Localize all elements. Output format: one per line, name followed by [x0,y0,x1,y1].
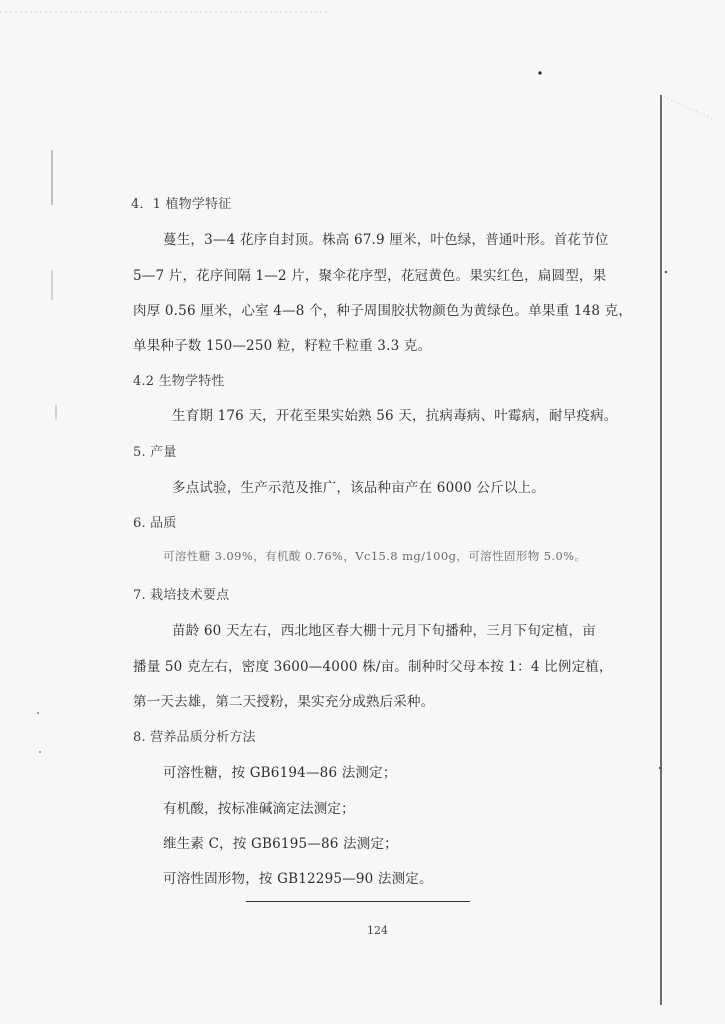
method-line: 维生素 C，按 GB6195—86 法测定； [163,836,398,852]
section-heading-5: 5. 产量 [133,445,177,460]
paragraph-line: 蔓生，3—4 花序自封顶。株高 67.9 厘米，叶色绿，普通叶形。首花节位 [163,232,609,248]
paragraph-line: 可溶性糖 3.09%，有机酸 0.76%，Vc15.8 mg/100g，可溶性固形物 5.0%。 [163,549,587,563]
page-number: 124 [367,924,388,937]
paragraph-line: 单果种子数 150—250 粒，籽粒千粒重 3.3 克。 [133,338,432,354]
paragraph-line: 多点试验，生产示范及推广，该品种亩产在 6000 公斤以上。 [172,480,545,496]
method-line: 可溶性固形物，按 GB12295—90 法测定。 [163,871,433,887]
method-line: 可溶性糖，按 GB6194—86 法测定； [163,765,397,781]
section-heading-4-2: 4.2 生物学特性 [133,374,225,389]
section-heading-8: 8. 营养品质分析方法 [133,730,256,745]
footer-rule [246,901,470,902]
scan-edge-bar [660,95,662,1005]
paragraph-line: 播量 50 克左右，密度 3600—4000 株/亩。制种时父母本按 1：4 比例定植， [133,659,613,675]
paragraph-line: 5—7 片，花序间隔 1—2 片，聚伞花序型，花冠黄色。果实红色，扁圆型，果 [133,268,607,284]
method-line: 有机酸，按标准碱滴定法测定； [163,801,355,817]
paragraph-line: 第一天去雄，第二天授粉，果实充分成熟后采种。 [133,694,435,710]
section-heading-6: 6. 品质 [133,516,177,531]
section-heading-7: 7. 栽培技术要点 [133,588,230,603]
paragraph-line: 苗龄 60 天左右，西北地区春大棚十元月下旬播种，三月下旬定植，亩 [172,623,596,639]
paragraph-line: 肉厚 0.56 厘米，心室 4—8 个，种子周围胶状物颜色为黄绿色。单果重 148 克， [133,303,633,319]
paragraph-line: 生育期 176 天，开花至果实始熟 56 天，抗病毒病、叶霉病，耐早疫病。 [172,408,618,424]
section-heading-4-1: 4．1 植物学特征 [131,197,232,212]
